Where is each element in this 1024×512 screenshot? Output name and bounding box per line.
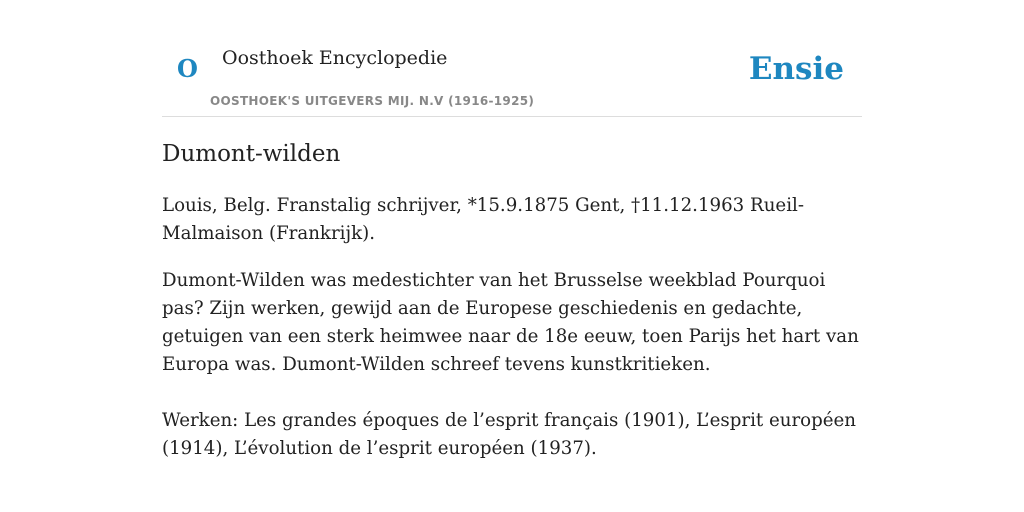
encyclopedia-logo[interactable]: O	[177, 54, 198, 83]
article-paragraph-works: Werken: Les grandes époques de l’esprit français (1901), L’esprit européen (1914), L’évolution de l’esprit européen (1937).	[162, 410, 856, 459]
site-header	[162, 0, 862, 117]
encyclopedia-title-link[interactable]: Oosthoek Encyclopedie	[222, 47, 448, 69]
publisher-label: OOSTHOEK'S UITGEVERS MIJ. N.V (1916-1925)	[210, 94, 535, 108]
ensie-brand-logo[interactable]: Ensie	[748, 51, 844, 87]
article-paragraph-description: Dumont-Wilden was medestichter van het Brusselse weekblad Pourquoi pas? Zijn werken, gewijd aan de Europese geschiedenis en gedachte, getuigen van een sterk heimwee naar de 18e eeuw, toen Parijs het hart van Europa was. Dumont-Wilden schreef tevens kunstkritieken.	[162, 270, 859, 375]
article-body	[162, 136, 862, 463]
article-paragraph-intro: Louis, Belg. Franstalig schrijver, *15.9.1875 Gent, †11.12.1963 Rueil-Malmaison (Frankrijk).	[162, 195, 804, 244]
article-title: Dumont-wilden	[162, 141, 341, 167]
